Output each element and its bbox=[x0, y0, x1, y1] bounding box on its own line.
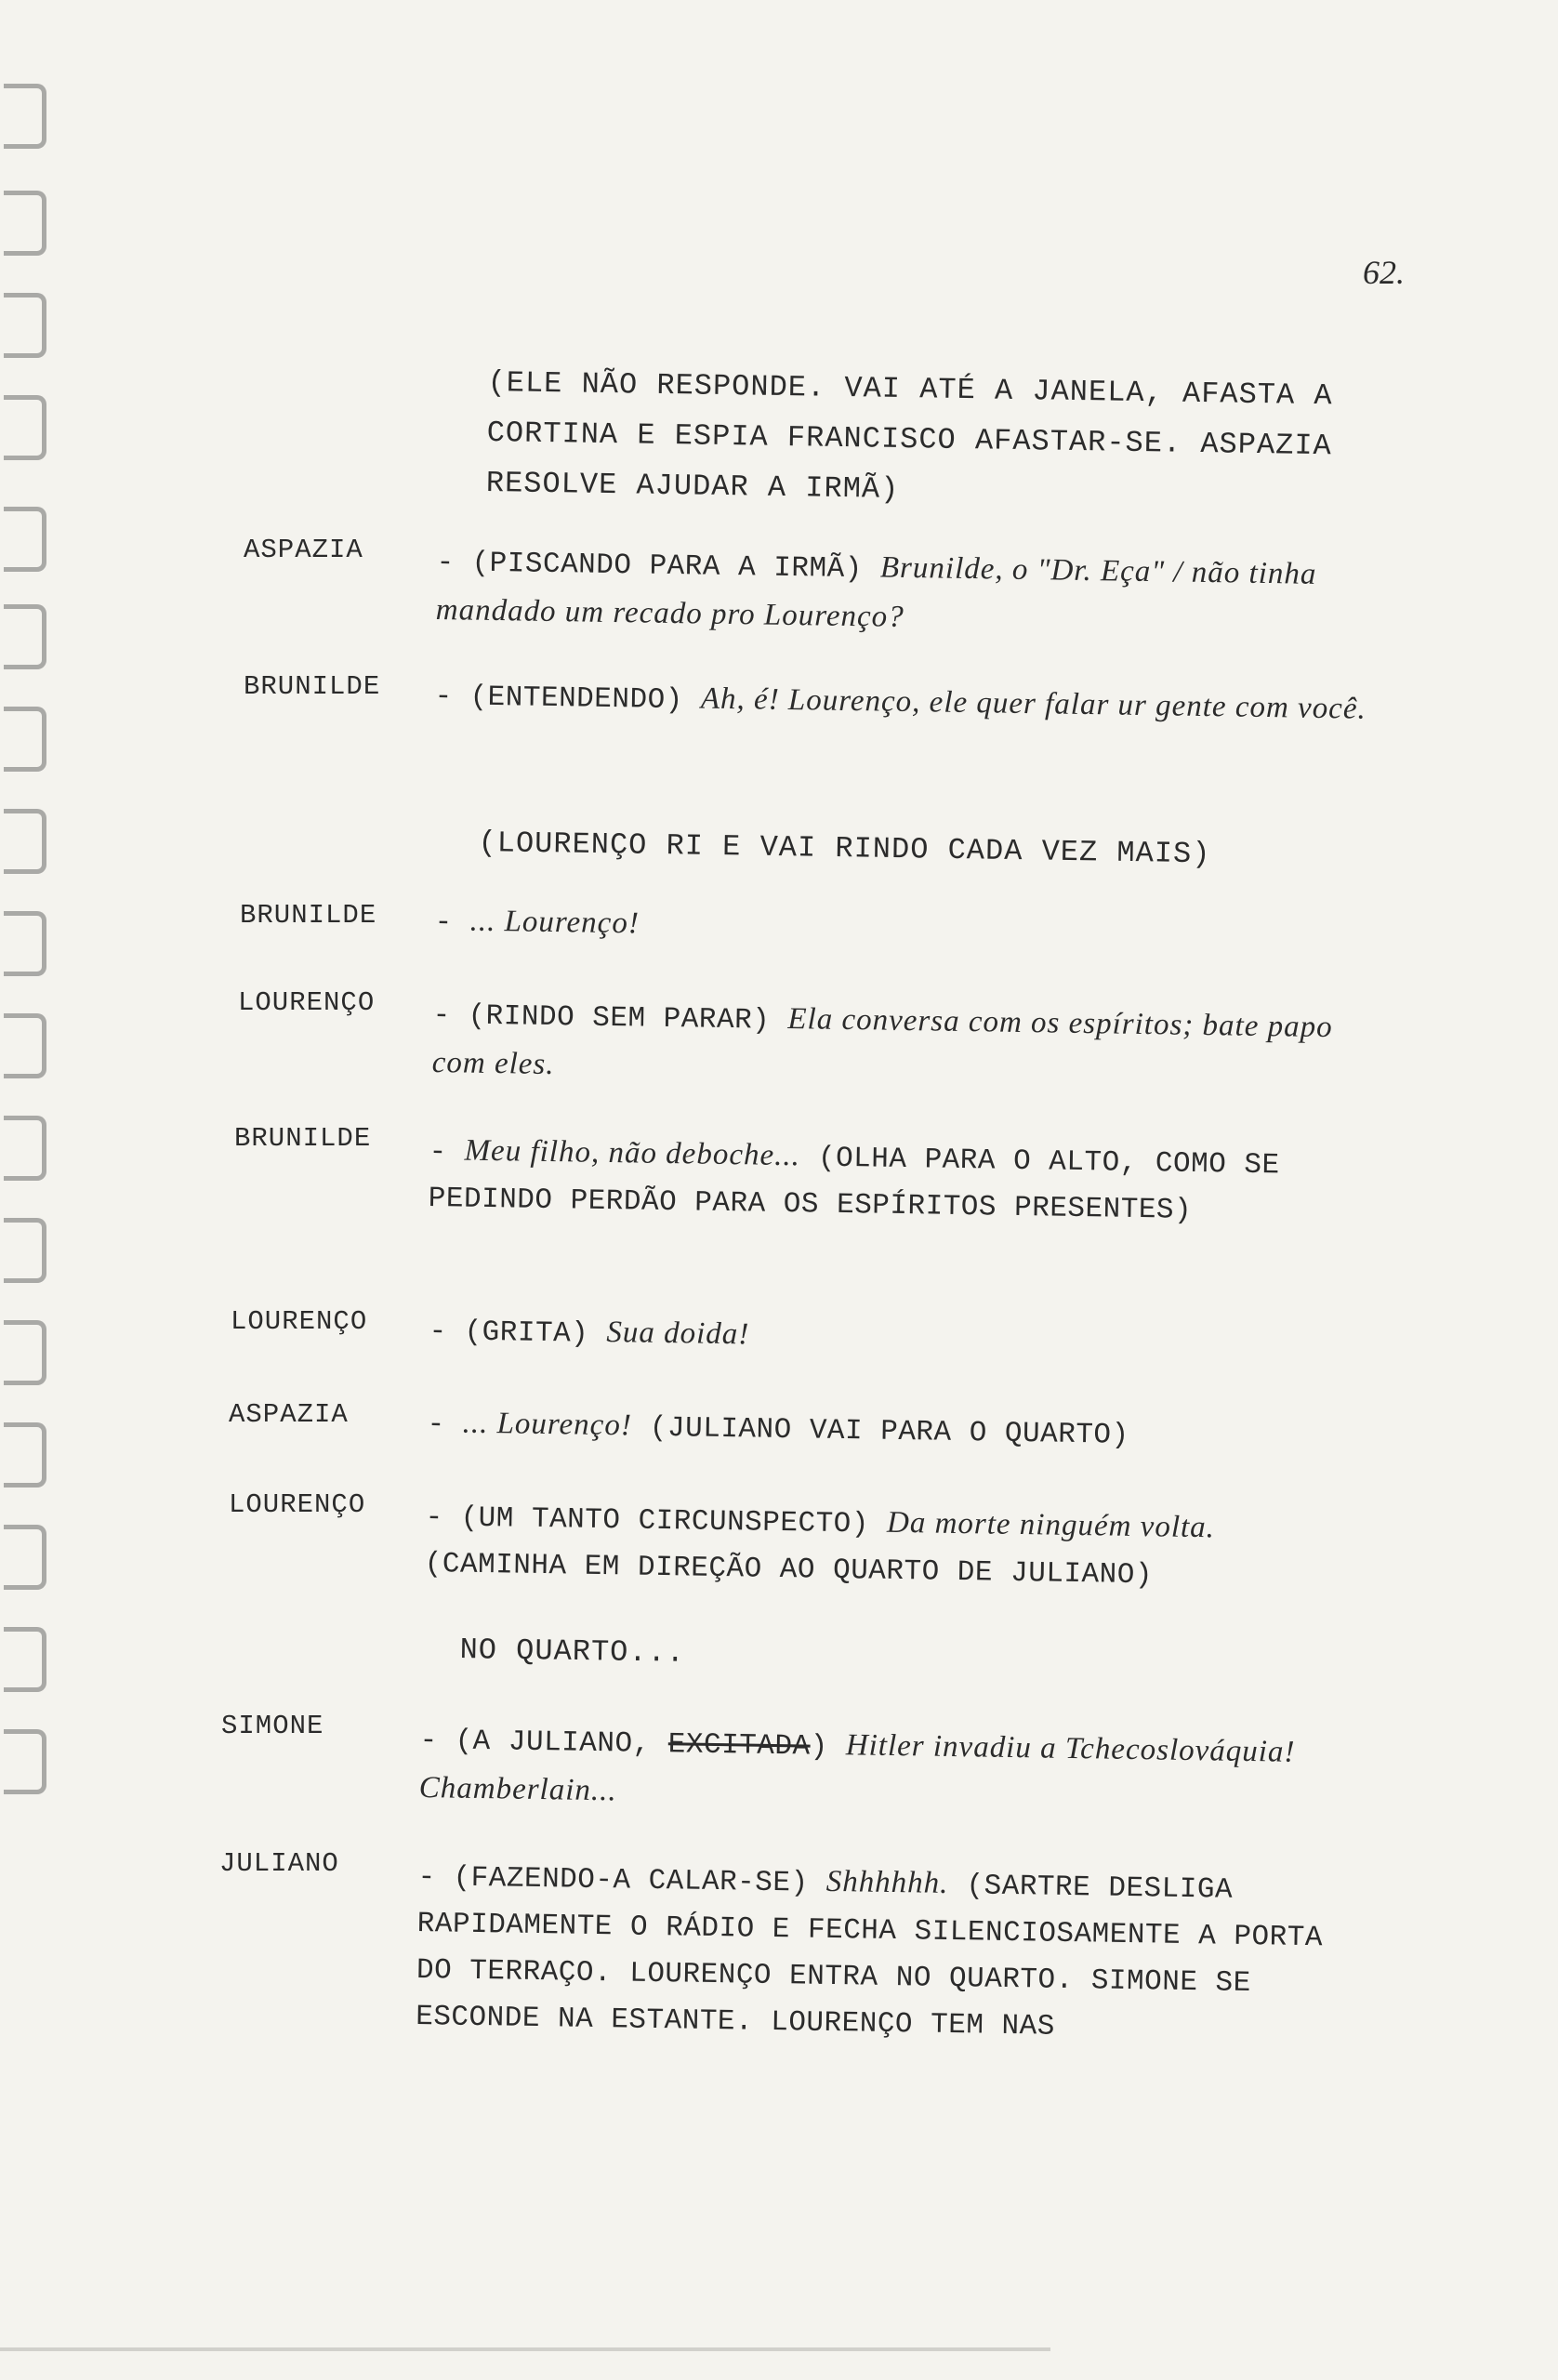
page-number: 62. bbox=[1363, 254, 1405, 291]
binder-ring bbox=[4, 395, 46, 460]
dialogue-speech: ... Lourenço! bbox=[469, 904, 640, 941]
dialogue-speech: Hitler invadiu a Tchecoslováquia! Chamberlain... bbox=[418, 1728, 1296, 1808]
stage-direction-inline: (OLHA PARA O ALTO, COMO SE PEDINDO PERDÃO PARA OS ESPÍRITOS PRESENTES) bbox=[428, 1142, 1280, 1227]
speaker-name: BRUNILDE bbox=[244, 671, 381, 702]
stage-direction-inline: (JULIANO VAI PARA O QUARTO) bbox=[649, 1411, 1129, 1452]
stage-direction-inline: (A JULIANO, bbox=[455, 1725, 651, 1761]
stage-direction-inline: (PISCANDO PARA A IRMÃ) bbox=[471, 547, 864, 587]
binder-ring bbox=[4, 1218, 46, 1283]
speaker-name: ASPAZIA bbox=[229, 1399, 349, 1430]
binder-ring bbox=[4, 1525, 46, 1590]
speaker-name: JULIANO bbox=[219, 1848, 339, 1879]
binder-ring bbox=[4, 911, 46, 976]
stage-direction: (ELE NÃO RESPONDE. VAI ATÉ A JANELA, AFASTA A CORTINA E ESPIA FRANCISCO AFASTAR-SE. ASPAZIA RESOLVE AJUDAR A IRMÃ) bbox=[485, 364, 1333, 507]
dialogue-line: - (ENTENDENDO) Ah, é! Lourenço, ele quer falar ur gente com você. bbox=[434, 680, 1367, 726]
dialogue-speech: Brunilde, o "Dr. Eça" / não tinha mandado um recado pro Lourenço? bbox=[435, 550, 1317, 634]
binder-ring bbox=[4, 604, 46, 669]
dialogue-speech: Shhhhhh. bbox=[825, 1864, 949, 1900]
binder-ring bbox=[4, 809, 46, 874]
dialogue-line: - (RINDO SEM PARAR) Ela conversa com os espíritos; bate papo com eles. bbox=[431, 998, 1333, 1082]
dialogue-line: - ... Lourenço! (JULIANO VAI PARA O QUARTO) bbox=[427, 1406, 1129, 1452]
speaker-name: BRUNILDE bbox=[234, 1123, 372, 1154]
dialogue-line: - (PISCANDO PARA A IRMÃ) Brunilde, o "Dr. Eça" / não tinha mandado um recado pro Lourenço? bbox=[435, 546, 1317, 634]
stage-direction-inline: (ENTENDENDO) bbox=[469, 681, 684, 718]
dialogue-line: - (A JULIANO, EXCITADA) Hitler invadiu a Tchecoslováquia! Chamberlain... bbox=[418, 1724, 1296, 1808]
binder-ring bbox=[4, 707, 46, 772]
dialogue-speech: ... Lourenço! bbox=[462, 1406, 633, 1443]
binder-ring bbox=[4, 191, 46, 256]
speaker-name: LOURENÇO bbox=[231, 1306, 368, 1337]
binder-ring bbox=[4, 507, 46, 572]
binder-ring bbox=[4, 1116, 46, 1181]
stage-direction-inline: (UM TANTO CIRCUNSPECTO) bbox=[460, 1501, 870, 1541]
dialogue-speech: Sua doida! bbox=[606, 1315, 750, 1352]
binder-ring bbox=[4, 1627, 46, 1692]
dialogue-speech: Ela conversa com os espíritos; bate papo com eles. bbox=[431, 1001, 1333, 1082]
stage-direction-inline: (CAMINHA EM DIREÇÃO AO QUARTO DE JULIANO) bbox=[424, 1547, 1154, 1593]
binder-ring bbox=[4, 293, 46, 358]
speaker-name: SIMONE bbox=[221, 1711, 324, 1741]
dialogue-line: - Meu filho, não deboche... (OLHA PARA O ALTO, COMO SE PEDINDO PERDÃO PARA OS ESPÍRITOS PRESENTES) bbox=[428, 1133, 1280, 1227]
scene-heading: NO QUARTO... bbox=[459, 1632, 686, 1671]
stage-direction-inline: (RINDO SEM PARAR) bbox=[468, 999, 771, 1038]
stage-direction: (LOURENÇO RI E VAI RINDO CADA VEZ MAIS) bbox=[478, 825, 1211, 872]
speaker-name: BRUNILDE bbox=[240, 900, 377, 931]
dialogue-line: - (GRITA) Sua doida! bbox=[429, 1315, 750, 1352]
dialogue-line: - (FAZENDO-A CALAR-SE) Shhhhhh. (SARTRE DESLIGA RAPIDAMENTE O RÁDIO E FECHA SILENCIOSAMENTE A PORTA DO TERRAÇO. LOURENÇO ENTRA NO QUARTO. SIMONE SE ESCONDE NA ESTANTE. LOURENÇO TEM NAS bbox=[415, 1860, 1324, 2043]
binder-ring bbox=[4, 84, 46, 149]
stage-direction-inline: (SARTRE DESLIGA RAPIDAMENTE O RÁDIO E FECHA SILENCIOSAMENTE A PORTA DO TERRAÇO. LOURENÇO ENTRA NO QUARTO. SIMONE SE ESCONDE NA ESTANTE. LOURENÇO TEM NAS bbox=[415, 1870, 1324, 2043]
speaker-name: LOURENÇO bbox=[229, 1489, 366, 1520]
binder-ring bbox=[4, 1013, 46, 1078]
binder-ring bbox=[4, 1320, 46, 1385]
binder-holes bbox=[0, 0, 65, 2380]
dialogue-line: - ... Lourenço! bbox=[434, 904, 640, 941]
dialogue-speech: Ah, é! Lourenço, ele quer falar ur gente com você. bbox=[700, 681, 1367, 726]
stage-direction-inline: (FAZENDO-A CALAR-SE) bbox=[453, 1861, 809, 1900]
binder-ring bbox=[4, 1729, 46, 1794]
scan-edge-line bbox=[0, 2347, 1050, 2351]
speaker-name: LOURENÇO bbox=[238, 987, 376, 1018]
dialogue-line: - (UM TANTO CIRCUNSPECTO) Da morte ninguém volta. (CAMINHA EM DIREÇÃO AO QUARTO DE JULIANO) bbox=[424, 1501, 1216, 1593]
stage-direction-inline: (GRITA) bbox=[464, 1316, 589, 1351]
dialogue-speech: Da morte ninguém volta. bbox=[886, 1505, 1216, 1545]
struck-word: EXCITADA bbox=[667, 1728, 811, 1764]
speaker-name: ASPAZIA bbox=[244, 535, 363, 565]
binder-ring bbox=[4, 1422, 46, 1488]
stage-direction-close: ) bbox=[810, 1730, 828, 1764]
dialogue-speech: Meu filho, não deboche... bbox=[464, 1133, 801, 1173]
